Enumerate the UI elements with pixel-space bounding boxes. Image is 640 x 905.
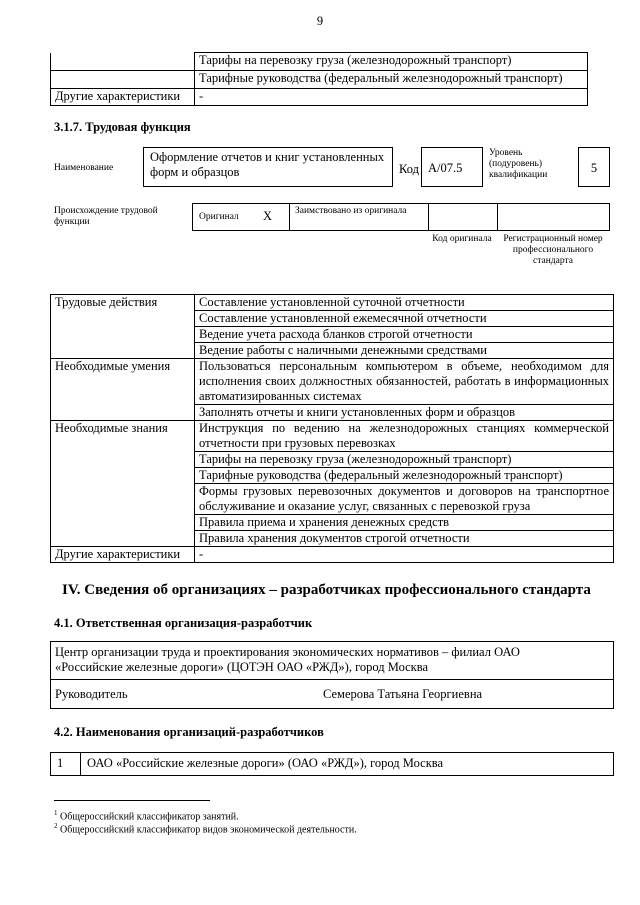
table-cell: Заполнять отчеты и книги установленных форм и образцов <box>195 405 614 421</box>
table-cell: Пользоваться персональным компьютером в объеме, необходимом для исполнения своих должностных обязанностей, работать в информационных автоматизированных системах <box>195 359 614 405</box>
divider <box>428 204 429 230</box>
table-row <box>51 53 588 71</box>
page-number: 9 <box>316 14 324 28</box>
function-name-box <box>143 147 393 187</box>
org-name: Центр организации труда и проектирования экономических нормативов – филиал ОАО «Российские железные дороги» (ЦОТЭН ОАО «РЖД»), город Москва <box>55 645 520 674</box>
origin-box <box>192 203 610 231</box>
table-cell: Формы грузовых перевозочных документов и договоров на транспортное обслуживание и оказание услуг, связанных с перевозкой груза <box>195 484 614 515</box>
footnote-text: Общероссийский классификатор видов экономической деятельности. <box>60 824 357 836</box>
group-label: Другие характеристики <box>51 547 195 563</box>
footnote <box>54 820 357 836</box>
footnote-text: Общероссийский классификатор занятий. <box>60 811 239 823</box>
original-mark: X <box>263 209 273 223</box>
row-label <box>51 53 195 71</box>
table-cell: Ведение учета расхода бланков строгой отчетности <box>195 327 614 343</box>
code-original-caption: Код оригинала <box>432 234 492 244</box>
table-row <box>51 71 588 89</box>
table-row <box>51 359 614 405</box>
group-label: Необходимые знания <box>51 421 195 547</box>
function-table <box>50 294 614 563</box>
level-box <box>578 147 610 187</box>
group-label: Трудовые действия <box>51 295 195 359</box>
dev-number: 1 <box>57 756 64 770</box>
divider <box>497 204 498 230</box>
footnote-mark: 2 <box>54 822 58 830</box>
code-label: Код <box>399 162 419 176</box>
dev-name: ОАО «Российские железные дороги» (ОАО «РЖД»), город Москва <box>87 756 444 770</box>
developers-table <box>50 752 614 776</box>
table-cell: Инструкция по ведению на железнодорожных станциях коммерческой отчетности при грузовых перевозках <box>195 421 614 452</box>
table-row <box>51 421 614 452</box>
group-label: Необходимые умения <box>51 359 195 421</box>
row-label: Другие характеристики <box>51 89 195 106</box>
function-name: Оформление отчетов и книг установленных форм и образцов <box>150 150 385 179</box>
table-cell: Ведение работы с наличными денежными средствами <box>195 343 614 359</box>
code-box <box>421 147 483 187</box>
responsible-org-box <box>50 641 614 709</box>
row-label <box>51 71 195 89</box>
divider <box>289 204 290 230</box>
row-value: - <box>195 89 588 106</box>
table-cell: Тарифы на перевозку груза (железнодорожный транспорт) <box>195 452 614 468</box>
top-table <box>50 52 588 106</box>
level-label: Уровень (подуровень) квалификации <box>489 148 548 180</box>
table-cell: Составление установленной суточной отчетности <box>195 295 614 311</box>
borrowed-label: Заимствовано из оригинала <box>295 206 407 216</box>
row-value: Тарифные руководства (федеральный железнодорожный транспорт) <box>195 71 588 89</box>
divider <box>80 753 81 775</box>
level-value: 5 <box>590 161 598 175</box>
table-row <box>51 547 614 563</box>
code-value: А/07.5 <box>428 161 463 175</box>
footnote-rule <box>54 800 210 801</box>
section-heading-317: 3.1.7. Трудовая функция <box>54 120 191 134</box>
table-cell: - <box>195 547 614 563</box>
subsection-42-heading: 4.2. Наименования организаций-разработчиков <box>54 725 324 739</box>
head-label: Руководитель <box>55 687 128 701</box>
table-cell: Составление установленной ежемесячной отчетности <box>195 311 614 327</box>
name-label: Наименование <box>54 163 114 173</box>
table-cell: Правила приема и хранения денежных средств <box>195 515 614 531</box>
origin-label: Происхождение трудовой функции <box>54 206 158 227</box>
original-label: Оригинал <box>199 212 239 222</box>
table-cell: Правила хранения документов строгой отчетности <box>195 531 614 547</box>
head-name: Семерова Татьяна Георгиевна <box>323 687 483 701</box>
table-cell: Тарифные руководства (федеральный железнодорожный транспорт) <box>195 468 614 484</box>
reg-number-caption: Регистрационный номер профессионального стандарта <box>503 234 603 266</box>
section-iv-heading: IV. Сведения об организациях – разработчиках профессионального стандарта <box>62 582 591 598</box>
table-row <box>51 295 614 311</box>
table-row <box>51 89 588 106</box>
row-value: Тарифы на перевозку груза (железнодорожный транспорт) <box>195 53 588 71</box>
footnote-mark: 1 <box>54 809 58 817</box>
divider <box>51 679 613 680</box>
subsection-41-heading: 4.1. Ответственная организация-разработчик <box>54 616 313 630</box>
